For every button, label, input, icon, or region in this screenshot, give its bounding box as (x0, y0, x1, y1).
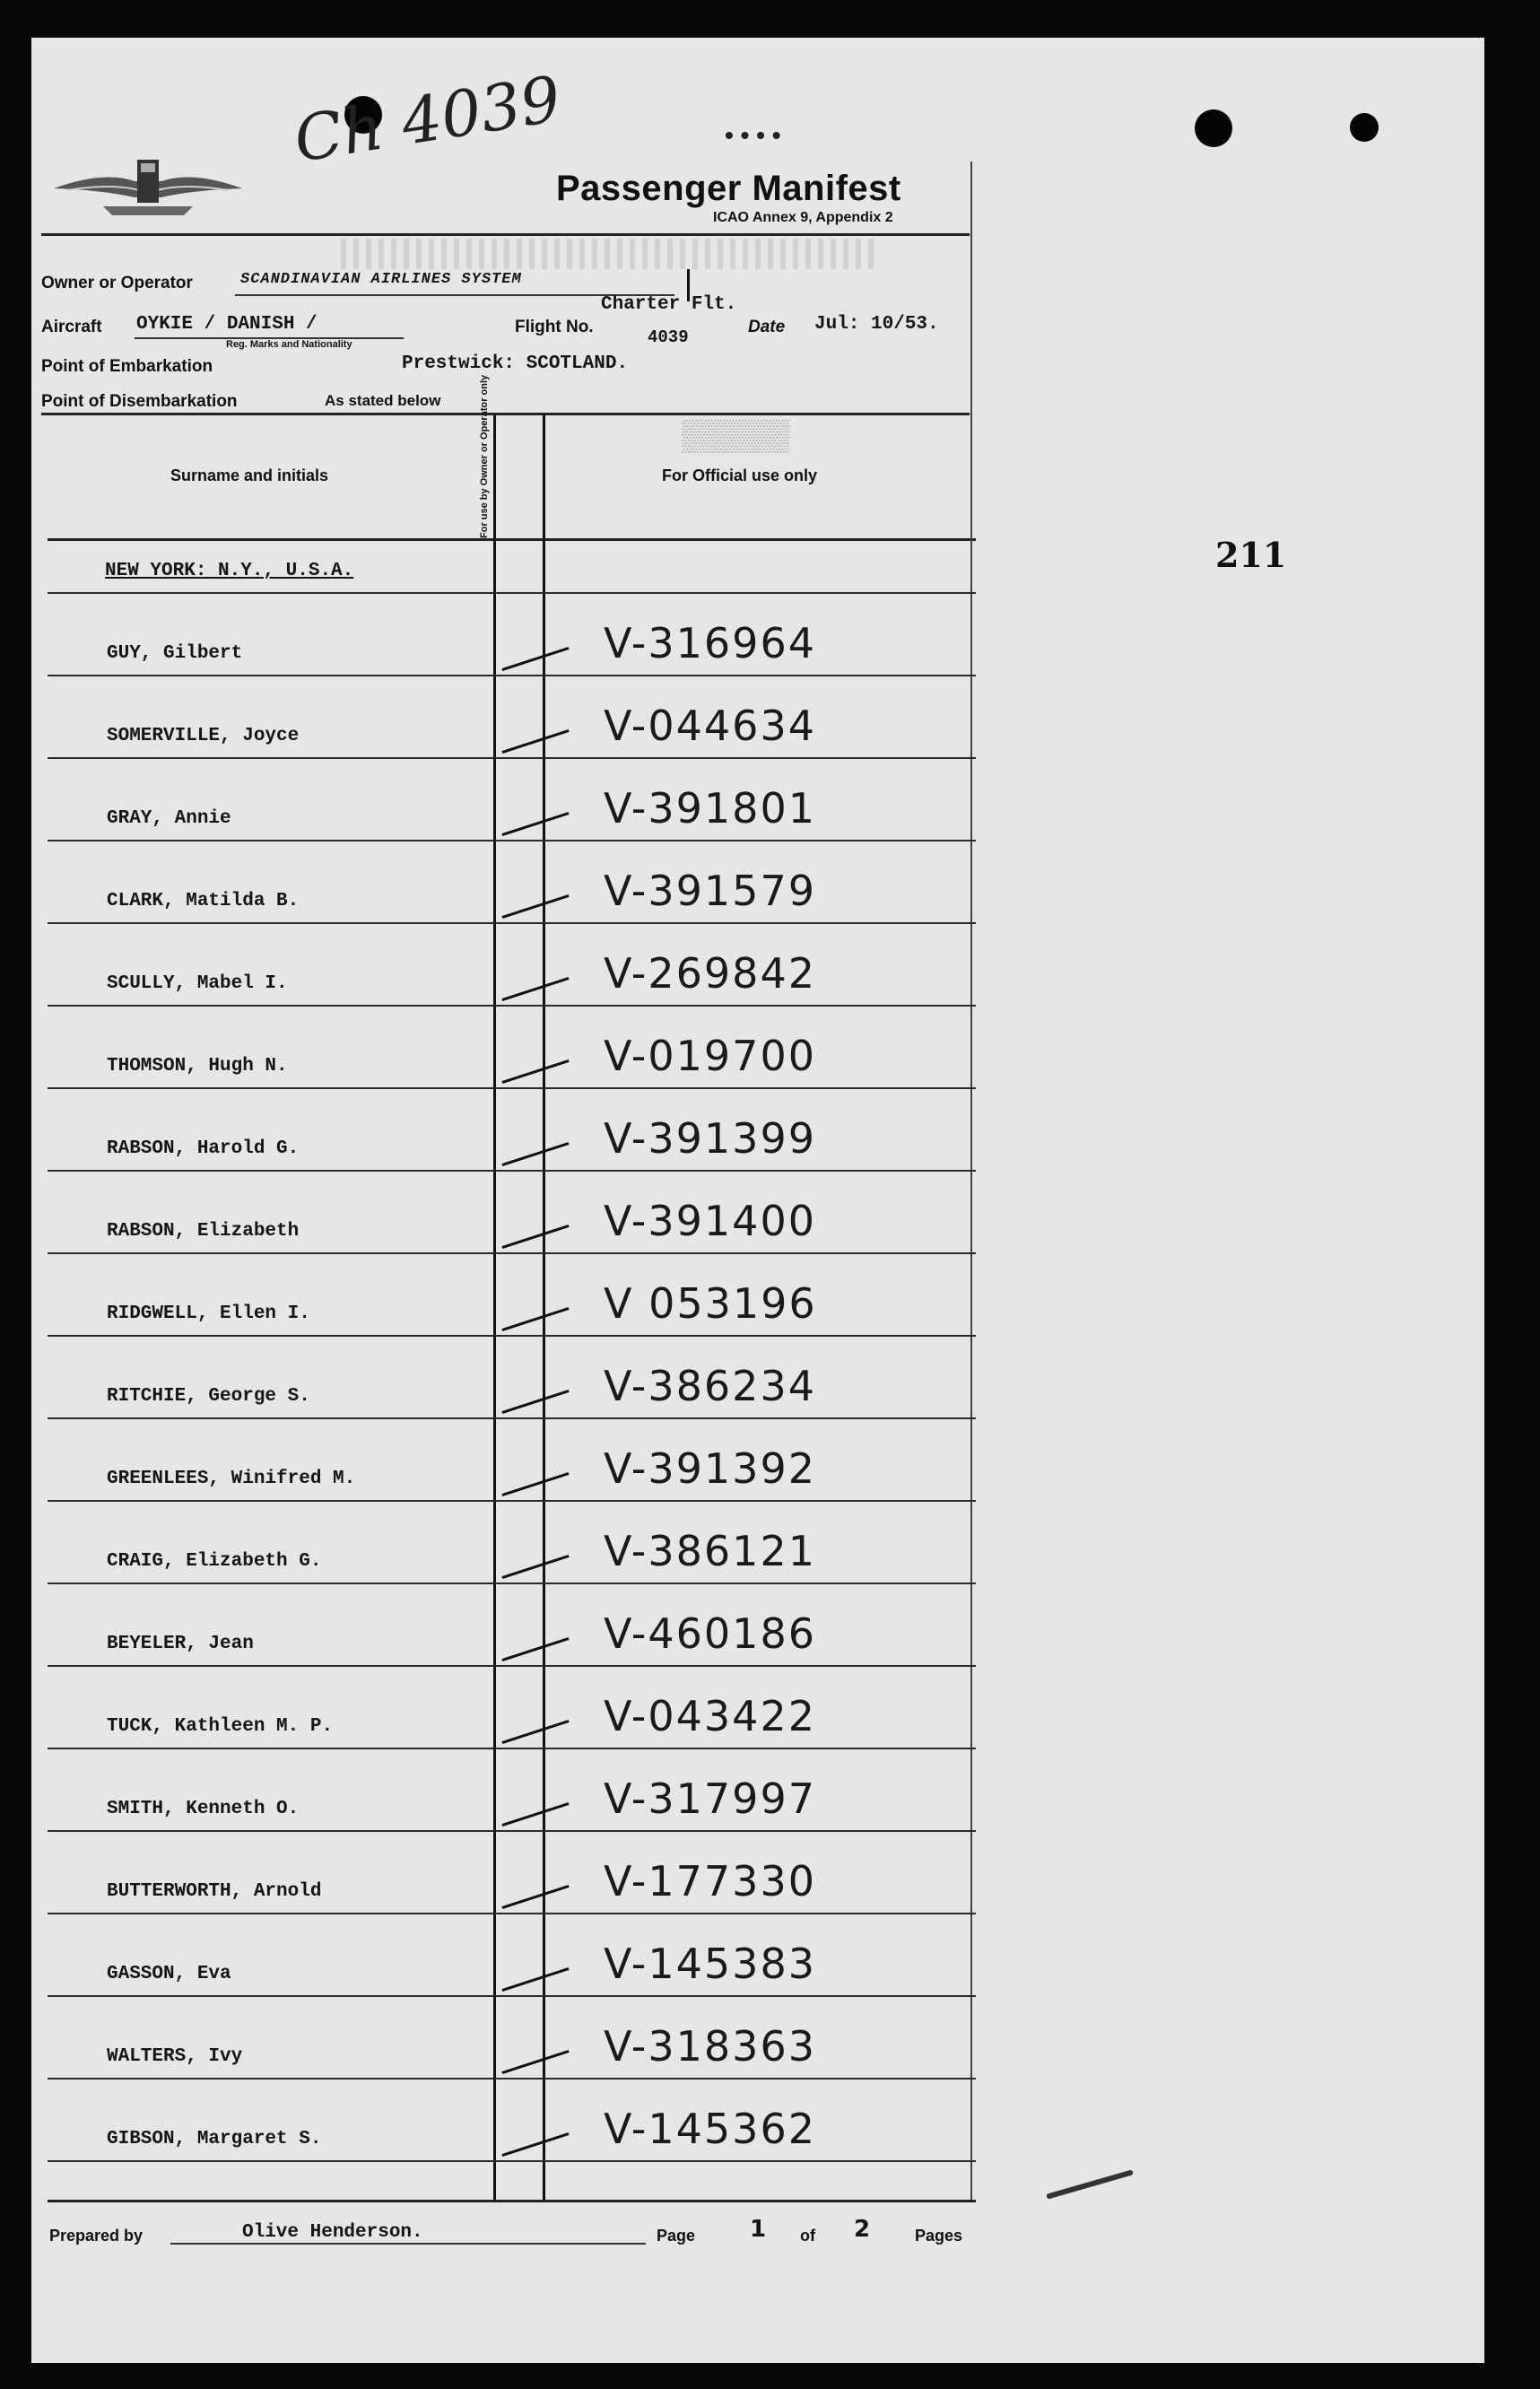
of-label: of (800, 2227, 815, 2245)
flight-label: Flight No. (515, 318, 594, 336)
table-row (48, 1254, 976, 1337)
visa-number: V-391579 (604, 867, 816, 915)
destination-row (48, 511, 976, 594)
table-row (48, 1337, 976, 1419)
table-row (48, 1914, 976, 1997)
of-value: 2 (854, 2216, 871, 2243)
aircraft-underline (135, 337, 404, 339)
col-header-owner: For use by Owner or Operator only (479, 374, 490, 538)
visa-number: V-043422 (604, 1692, 816, 1740)
prepared-value: Olive Henderson. (242, 2222, 423, 2243)
punch-hole-far-right (1350, 113, 1379, 142)
check-mark (501, 2132, 569, 2157)
check-mark (501, 1390, 569, 1414)
destination-label: NEW YORK: N.Y., U.S.A. (105, 561, 354, 581)
owner-value: SCANDINAVIAN AIRLINES SYSTEM (240, 271, 522, 288)
footer-rule (48, 2200, 976, 2202)
flight-value-top: Charter Flt. (601, 294, 737, 315)
visa-number: V-317997 (604, 1774, 816, 1823)
date-label: Date (748, 318, 786, 336)
passenger-name: THOMSON, Hugh N. (107, 1056, 288, 1077)
check-mark (501, 894, 569, 919)
passenger-name: RITCHIE, George S. (107, 1386, 310, 1407)
check-mark (501, 1802, 569, 1827)
visa-number: V-019700 (604, 1032, 816, 1080)
passenger-name: SMITH, Kenneth O. (107, 1799, 300, 1819)
table-row (48, 1667, 976, 1749)
aircraft-value: OYKIE / DANISH / (136, 314, 318, 335)
check-mark (501, 1885, 569, 1909)
check-mark (501, 1720, 569, 1744)
check-mark (501, 812, 569, 836)
ghost-bleed-header: ▒▒▒▒▒ (682, 418, 790, 452)
header-rule (41, 233, 970, 236)
table-row (48, 759, 976, 841)
visa-number: V-316964 (604, 619, 816, 667)
aircraft-label: Aircraft (41, 318, 102, 336)
check-mark (501, 1637, 569, 1661)
check-mark (501, 1225, 569, 1249)
check-mark (501, 1059, 569, 1084)
visa-number: V-318363 (604, 2022, 816, 2071)
check-mark (501, 647, 569, 671)
check-mark (501, 1555, 569, 1579)
visa-number: V-391399 (604, 1114, 816, 1163)
table-row (48, 1832, 976, 1914)
check-mark (501, 1142, 569, 1166)
passenger-name: SCULLY, Mabel I. (107, 973, 288, 994)
pages-label: Pages (915, 2227, 963, 2245)
table-row (48, 1007, 976, 1089)
passenger-name: GASSON, Eva (107, 1964, 231, 1984)
table-row (48, 1749, 976, 1832)
table-row (48, 594, 976, 676)
passenger-name: CRAIG, Elizabeth G. (107, 1551, 322, 1572)
page-number-stamp: 211 (1215, 535, 1287, 575)
owner-label: Owner or Operator (41, 274, 193, 292)
check-mark (501, 2050, 569, 2074)
passenger-name: BUTTERWORTH, Arnold (107, 1881, 322, 1902)
check-mark (501, 1307, 569, 1331)
passenger-name: GREENLEES, Winifred M. (107, 1469, 356, 1489)
prepared-label: Prepared by (49, 2227, 144, 2245)
passenger-name: BEYELER, Jean (107, 1634, 254, 1654)
col-header-name: Surname and initials (170, 466, 329, 484)
table-row (48, 2079, 976, 2162)
handwritten-note: Ch 4039 (289, 62, 566, 177)
page-label: Page (657, 2227, 696, 2245)
visa-number: V-391801 (604, 784, 816, 833)
visa-number: V-044634 (604, 702, 816, 750)
visa-number: V-391400 (604, 1197, 816, 1245)
passenger-name: RABSON, Harold G. (107, 1138, 300, 1159)
table-row (48, 841, 976, 924)
prepared-underline (170, 2243, 646, 2245)
visa-number: V-386121 (604, 1527, 816, 1575)
visa-number: V-460186 (604, 1609, 816, 1658)
disembark-label: Point of Disembarkation (41, 392, 238, 411)
visa-number: V-386234 (604, 1362, 816, 1410)
page-subtitle: ICAO Annex 9, Appendix 2 (713, 210, 893, 225)
check-mark (501, 977, 569, 1001)
form-rule (41, 413, 970, 415)
check-mark (501, 729, 569, 754)
passenger-name: SOMERVILLE, Joyce (107, 726, 300, 746)
passenger-name: GIBSON, Margaret S. (107, 2129, 322, 2149)
visa-number: V-145383 (604, 1940, 816, 1988)
table-row (48, 1172, 976, 1254)
page-value: 1 (750, 2216, 767, 2243)
table-row (48, 1089, 976, 1172)
table-row (48, 1502, 976, 1584)
table-row (48, 1584, 976, 1667)
passenger-name: TUCK, Kathleen M. P. (107, 1716, 334, 1737)
visa-number: V-391392 (604, 1444, 816, 1493)
check-mark (501, 1967, 569, 1992)
passenger-name: RIDGWELL, Ellen I. (107, 1303, 310, 1324)
page-title: Passenger Manifest (556, 169, 901, 208)
table-row (48, 1997, 976, 2079)
embark-label: Point of Embarkation (41, 357, 213, 376)
visa-number: V-177330 (604, 1857, 816, 1905)
passenger-name: CLARK, Matilda B. (107, 891, 300, 911)
airline-wings-logo (49, 144, 247, 224)
table-row (48, 676, 976, 759)
check-mark (501, 1472, 569, 1496)
flight-value-bottom: 4039 (648, 327, 689, 347)
date-value: Jul: 10/53. (814, 314, 939, 335)
disembark-value: As stated below (325, 392, 441, 409)
ghost-bleed-top (341, 239, 879, 269)
aircraft-caption: Reg. Marks and Nationality (226, 339, 352, 350)
passenger-name: WALTERS, Ivy (107, 2046, 243, 2067)
passenger-name: GUY, Gilbert (107, 643, 243, 664)
table-row (48, 924, 976, 1007)
embark-value: Prestwick: SCOTLAND. (402, 353, 629, 374)
visa-number: V 053196 (604, 1279, 817, 1328)
punch-hole-right (1195, 109, 1232, 147)
dot-marks: • • • • (725, 121, 781, 149)
visa-number: V-269842 (604, 949, 816, 998)
passenger-name: RABSON, Elizabeth (107, 1221, 300, 1242)
row-rule (48, 2160, 976, 2162)
passenger-name: GRAY, Annie (107, 808, 231, 829)
table-row (48, 1419, 976, 1502)
col-header-official: For Official use only (662, 466, 818, 484)
visa-number: V-145362 (604, 2105, 816, 2153)
